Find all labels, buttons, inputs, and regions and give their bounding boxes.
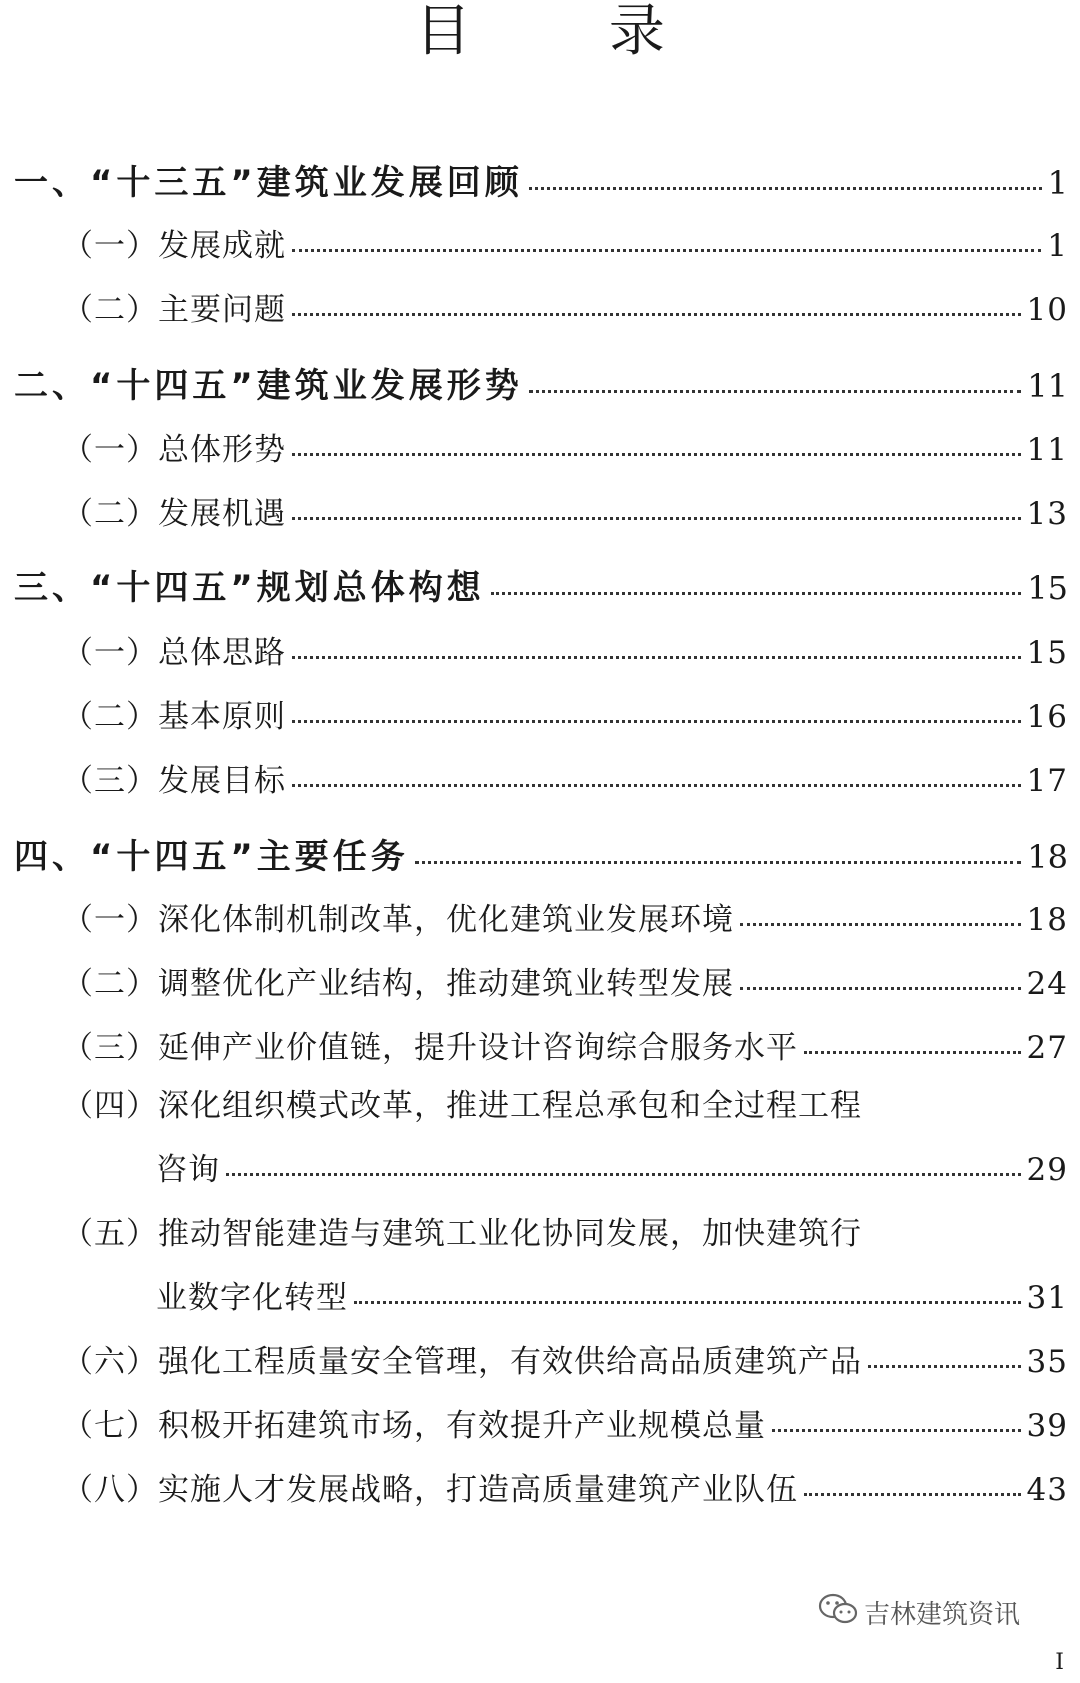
dot-leader xyxy=(415,861,1022,864)
toc-page-number: 39 xyxy=(1026,1408,1068,1444)
dot-leader xyxy=(740,923,1021,926)
page-number: I xyxy=(1055,1650,1064,1675)
watermark-text: 吉林建筑资讯 xyxy=(864,1600,1021,1630)
toc-page-number: 11 xyxy=(1026,432,1068,468)
toc-page-number: 31 xyxy=(1026,1280,1068,1316)
dot-leader xyxy=(491,592,1022,595)
toc-label: （三）延伸产业价值链，提升设计咨询综合服务水平 xyxy=(62,1030,798,1066)
toc-page-number: 16 xyxy=(1026,699,1068,735)
toc-entry-section[interactable] xyxy=(62,1464,1068,1509)
toc-label: 四、“十四五”主要任务 xyxy=(14,837,409,877)
toc-page-number: 17 xyxy=(1026,763,1068,799)
toc-page-number: 1 xyxy=(1047,164,1068,202)
dot-leader xyxy=(292,249,1041,252)
toc-entry-section[interactable] xyxy=(62,958,1068,1003)
toc-label-line2: 咨询 xyxy=(156,1152,220,1188)
toc-page-number: 11 xyxy=(1027,367,1068,405)
dot-leader xyxy=(292,656,1021,659)
toc-entry-section[interactable] xyxy=(62,284,1068,329)
toc-page-number: 18 xyxy=(1026,902,1068,938)
toc-label: （六）强化工程质量安全管理，有效供给高品质建筑产品 xyxy=(62,1344,862,1380)
toc-label: （一）发展成就 xyxy=(62,228,286,264)
toc-label: 三、“十四五”规划总体构想 xyxy=(14,568,485,608)
toc-page-number: 15 xyxy=(1027,569,1068,607)
toc-page-number: 35 xyxy=(1026,1344,1068,1380)
toc-label: （一）总体形势 xyxy=(62,432,286,468)
toc-label-line1[interactable]: （四）深化组织模式改革，推进工程总承包和全过程工程 xyxy=(62,1088,862,1124)
toc-label: 二、“十四五”建筑业发展形势 xyxy=(14,366,523,406)
toc-label: （一）深化体制机制改革，优化建筑业发展环境 xyxy=(62,902,734,938)
toc-entry-chapter-2[interactable] xyxy=(14,358,1068,407)
toc-entry-section[interactable] xyxy=(62,627,1068,672)
toc-label: （三）发展目标 xyxy=(62,763,286,799)
toc-label: （七）积极开拓建筑市场，有效提升产业规模总量 xyxy=(62,1408,766,1444)
page-title: 目 录 xyxy=(415,0,725,64)
toc-label: （二）基本原则 xyxy=(62,699,286,735)
toc-entry-section[interactable] xyxy=(62,1022,1068,1067)
watermark xyxy=(818,1592,1020,1633)
dot-leader xyxy=(292,784,1021,787)
dot-leader xyxy=(292,517,1021,520)
toc-label: （二）主要问题 xyxy=(62,292,286,328)
dot-leader xyxy=(740,987,1021,990)
toc-entry-section[interactable] xyxy=(62,894,1068,939)
toc-page-number: 24 xyxy=(1026,966,1068,1002)
dot-leader xyxy=(804,1493,1021,1496)
toc-page-number: 15 xyxy=(1026,635,1068,671)
dot-leader xyxy=(292,720,1021,723)
toc-page-number: 1 xyxy=(1047,228,1068,264)
dot-leader xyxy=(804,1051,1021,1054)
toc-label: （二）发展机遇 xyxy=(62,496,286,532)
toc-entry-section[interactable] xyxy=(62,691,1068,736)
toc-page-number: 10 xyxy=(1026,292,1068,328)
toc-entry-section[interactable] xyxy=(62,424,1068,469)
toc-entry-section[interactable] xyxy=(62,488,1068,533)
dot-leader xyxy=(292,453,1021,456)
toc-label: （八）实施人才发展战略，打造高质量建筑产业队伍 xyxy=(62,1472,798,1508)
toc-label: 一、“十三五”建筑业发展回顾 xyxy=(14,163,523,203)
dot-leader xyxy=(772,1429,1021,1432)
toc-page-number: 43 xyxy=(1026,1472,1068,1508)
toc-page-number: 29 xyxy=(1026,1152,1068,1188)
toc-entry-chapter-1[interactable] xyxy=(14,155,1068,204)
toc-entry-section[interactable] xyxy=(156,1272,1068,1317)
dot-leader xyxy=(292,313,1021,316)
toc-page-number: 27 xyxy=(1026,1030,1068,1066)
toc-entry-section[interactable] xyxy=(62,220,1068,265)
toc-entry-section[interactable] xyxy=(156,1144,1068,1189)
dot-leader xyxy=(226,1173,1021,1176)
toc-entry-section[interactable] xyxy=(62,755,1068,800)
toc-entry-section[interactable] xyxy=(62,1336,1068,1381)
toc-page-number: 13 xyxy=(1026,496,1068,532)
toc-entry-section[interactable] xyxy=(62,1400,1068,1445)
toc-entry-chapter-4[interactable] xyxy=(14,829,1068,878)
wechat-icon xyxy=(818,1592,864,1633)
toc-label: （二）调整优化产业结构，推动建筑业转型发展 xyxy=(62,966,734,1002)
toc-page-number: 18 xyxy=(1027,838,1068,876)
toc-entry-chapter-3[interactable] xyxy=(14,560,1068,609)
toc-label-line2: 业数字化转型 xyxy=(156,1280,348,1316)
toc-label: （一）总体思路 xyxy=(62,635,286,671)
dot-leader xyxy=(529,390,1022,393)
dot-leader xyxy=(529,187,1042,190)
dot-leader xyxy=(868,1365,1021,1368)
toc-label-line1[interactable]: （五）推动智能建造与建筑工业化协同发展，加快建筑行 xyxy=(62,1216,862,1252)
dot-leader xyxy=(354,1301,1021,1304)
